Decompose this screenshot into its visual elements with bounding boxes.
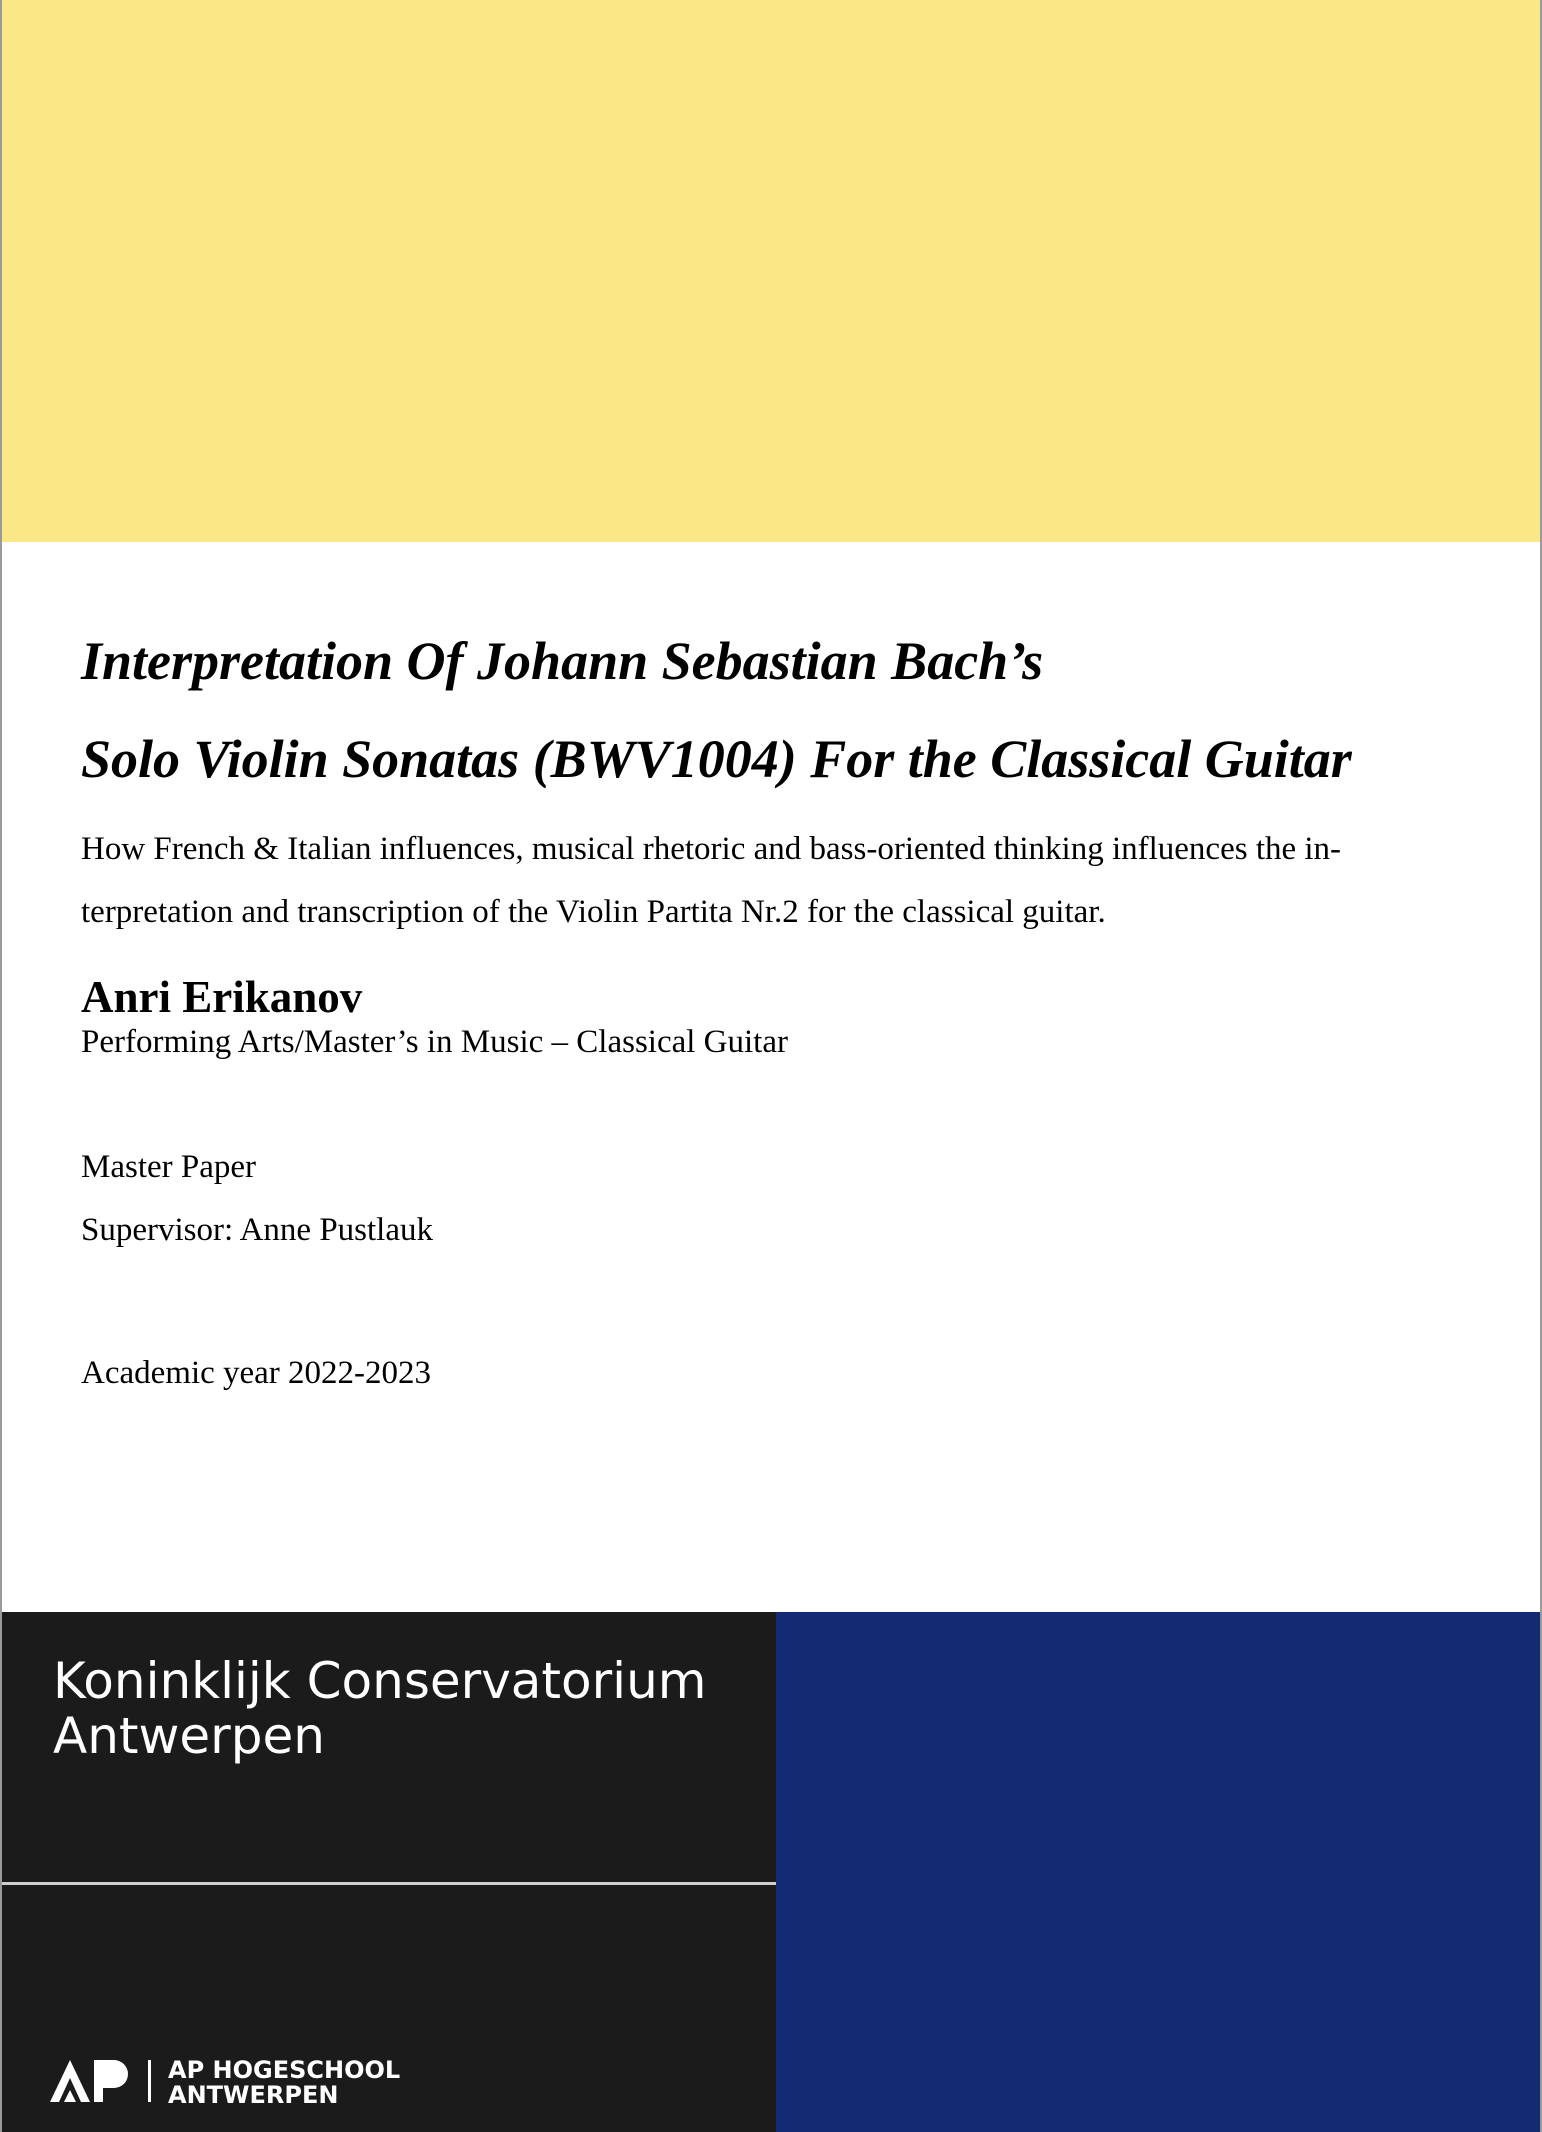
subtitle-line-2: terpretation and transcription of the Violin Partita Nr.2 for the classical guitar. — [81, 894, 1106, 930]
subtitle-line-1: How French & Italian influences, musical rhetoric and bass-oriented thinking influences the in- — [81, 831, 1342, 867]
school-name — [53, 1654, 706, 1764]
school-name-line-1: Koninklijk Conservatorium — [53, 1652, 707, 1710]
logo-separator — [148, 2060, 151, 2102]
paper-type: Master Paper — [81, 1149, 257, 1185]
supervisor: Supervisor: Anne Pustlauk — [81, 1212, 433, 1248]
footer-divider — [2, 1882, 776, 1885]
title-line-2: Solo Violin Sonatas (BWV1004) For the Classical Guitar — [81, 729, 1352, 789]
ap-logo-icon — [50, 2056, 140, 2104]
ap-logo-text-line-2: ANTWERPEN — [168, 2081, 339, 2109]
school-name-line-2: Antwerpen — [53, 1707, 325, 1765]
ap-logo-text-line-1: AP HOGESCHOOL — [168, 2056, 401, 2084]
ap-logo-text — [168, 2058, 400, 2108]
academic-year: Academic year 2022-2023 — [81, 1355, 432, 1391]
title-line-1: Interpretation Of Johann Sebastian Bach’s — [81, 631, 1044, 691]
author-name: Anri Erikanov — [81, 972, 363, 1022]
subtitle — [81, 818, 1476, 944]
footer-left-panel — [2, 1612, 776, 2132]
footer-right-panel — [776, 1612, 1542, 2132]
top-color-band — [2, 0, 1542, 542]
cover-content — [81, 612, 1481, 1393]
study-program: Performing Arts/Master’s in Music – Classical Guitar — [81, 1024, 788, 1060]
